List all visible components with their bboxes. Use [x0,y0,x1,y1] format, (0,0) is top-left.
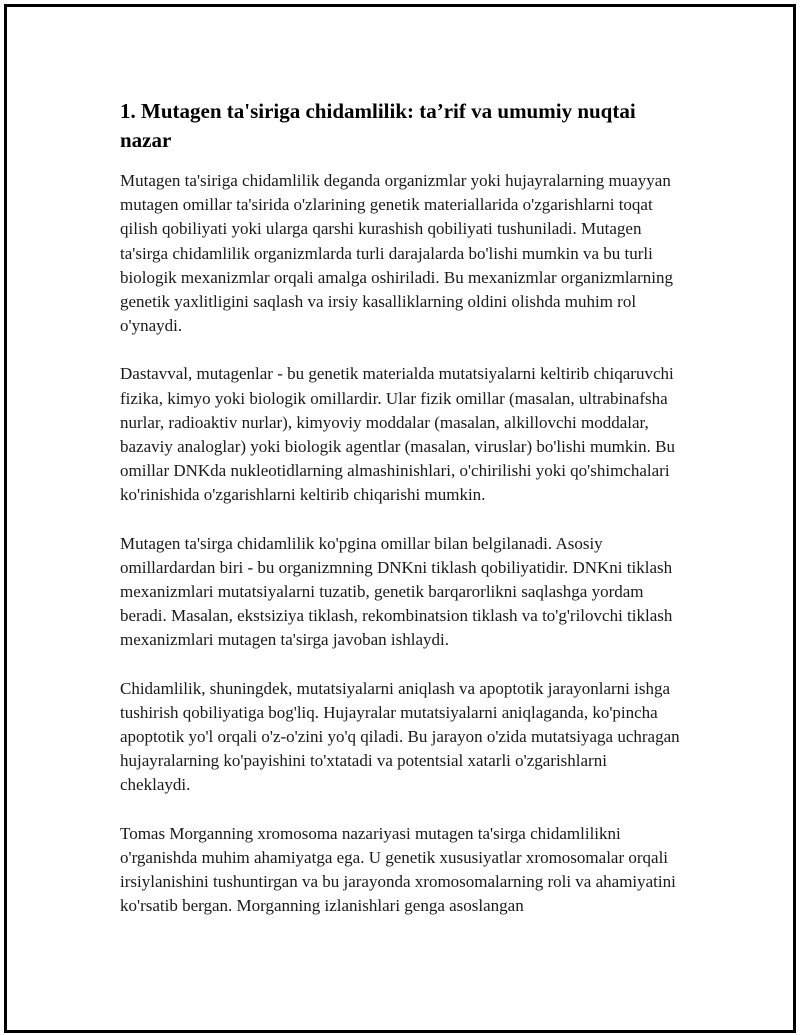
paragraph-mutagens: Dastavval, mutagenlar - bu genetik materialda mutatsiyalarni keltirib chiqaruvchi fizika, kimyo yoki biologik omillardir. Ular fizik omillar (masalan, ultrabinafsha nurlar, radioaktiv nurlar), kimyoviy moddalar (masalan, alkillovchi moddalar, bazaviy analoglar) yoki biologik agentlar (masalan, viruslar) bo'lishi mumkin. Bu omillar DNKda nukleotidlarning almashinishlari, o'chirilishi yoki qo'shimchalari ko'rinishida o'zgarishlarni keltirib chiqarishi mumkin. [120,364,675,505]
paragraph-dna-repair: Mutagen ta'sirga chidamlilik ko'pgina omillar bilan belgilanadi. Asosiy omillardardan biri - bu organizmning DNKni tiklash qobiliyatidir. DNKni tiklash mexanizmlari mutatsiyalarni tuzatib, genetik barqarorlikni saqlashga yordam beradi. Masalan, ekstsiziya tiklash, rekombinatsion tiklash va to'g'rilovchi tiklash mexanizmlari mutagen ta'sirga javoban ishlaydi. [120,533,673,650]
section-heading: 1. Mutagen ta'siriga chidamlilik: ta’rif va umumiy nuqtai nazar [120,99,636,152]
paragraph-definition: Mutagen ta'siriga chidamlilik deganda organizmlar yoki hujayralarning muayyan mutagen omillar ta'sirida o'zlarining genetik materiallarida o'zgarishlarni toqat qilish qobiliyati yoki ularga qarshi kurashish qobiliyati tushuniladi. Mutagen ta'sirga chidamlilik organizmlarda turli darajalarda bo'lishi mumkin va bu turli biologik mexanizmlar orqali amalga oshiriladi. Bu mexanizmlar organizmlarning genetik yaxlitligini saqlash va irsiy kasalliklarning oldini olishda muhim rol o'ynaydi. [120,171,673,336]
document-body [120,97,680,942]
paragraph-morgan: Tomas Morganning xromosoma nazariyasi mutagen ta'sirga chidamlilikni o'rganishda muhim ahamiyatga ega. U genetik xususiyatlar xromosomalar orqali irsiylanishini tushuntirgan va bu jarayonda xromosomalarning roli va ahamiyatini ko'rsatib bergan. Morganning izlanishlari genga asoslangan [120,823,676,916]
paragraph-apoptosis: Chidamlilik, shuningdek, mutatsiyalarni aniqlash va apoptotik jarayonlarni ishga tushirish qobiliyatiga bog'liq. Hujayralar mutatsiyalarni aniqlaganda, ko'pincha apoptotik yo'l orqali o'z-o'zini yo'q qiladi. Bu jarayon o'zida mutatsiyaga uchragan hujayralarning ko'payishini to'xtatadi va potentsial xatarli o'zgarishlarni cheklaydi. [120,678,680,795]
page-frame [4,4,796,1033]
